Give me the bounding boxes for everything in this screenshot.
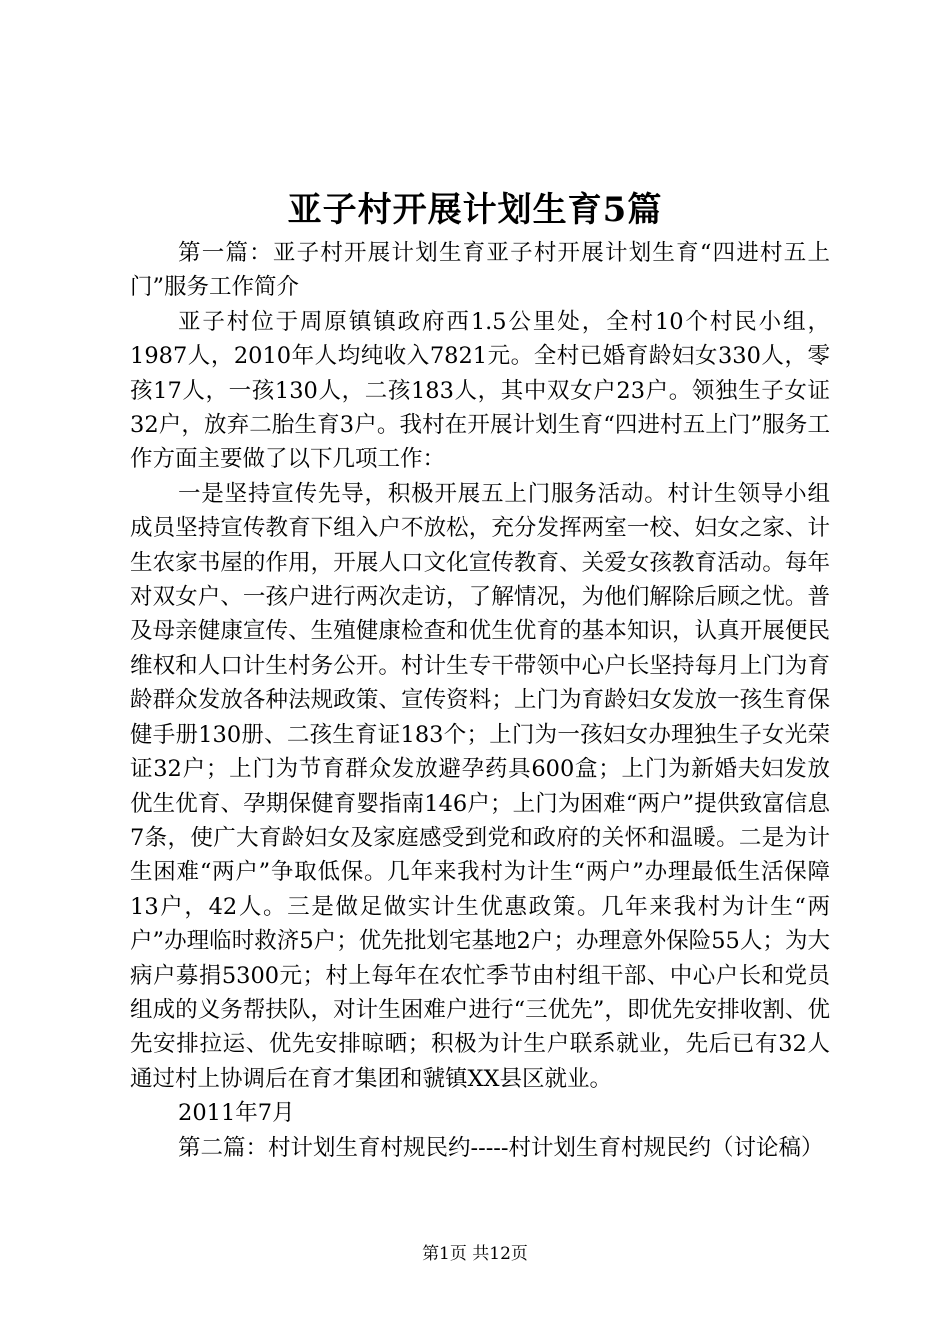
document-body [130,236,830,1165]
paragraph-main: 一是坚持宣传先导，积极开展五上门服务活动。村计生领导小组成员坚持宣传教育下组入户不放松，充分发挥两室一校、妇女之家、计生农家书屋的作用，开展人口文化宣传教育、关爱女孩教育活动。每年对双女户、一孩户进行两次走访，了解情况，为他们解除后顾之忧。普及母亲健康宣传、生殖健康检查和优生优育的基本知识，认真开展便民维权和人口计生村务公开。村计生专干带领中心户长坚持每月上门为育龄群众发放各种法规政策、宣传资料；上门为育龄妇女发放一孩生育保健手册130册、二孩生育证183个；上门为一孩妇女办理独生子女光荣证32户；上门为节育群众发放避孕药具600盒；上门为新婚夫妇发放优生优育、孕期保健育婴指南146户；上门为困难“两户”提供致富信息7条，使广大育龄妇女及家庭感受到党和政府的关怀和温暖。二是为计生困难“两户”争取低保。几年来我村为计生“两户”办理最低生活保障13户，42人。三是做足做实计生优惠政策。几年来我村为计生“两户”办理临时救济5户；优先批划宅基地2户；办理意外保险55人；为大病户募捐5300元；村上每年在农忙季节由村组干部、中心户长和党员组成的义务帮扶队，对计生困难户进行“三优先”，即优先安排收割、优先安排拉运、优先安排晾晒；积极为计生户联系就业，先后已有32人通过村上协调后在育才集团和虢镇XX县区就业。 [130,480,830,1092]
page-footer: 第1页 共12页 [422,1244,528,1264]
paragraph-first-heading: 第一篇：亚子村开展计划生育亚子村开展计划生育“四进村五上门”服务工作简介 [130,240,830,301]
document-title: 亚子村开展计划生育5篇 [287,190,663,230]
paragraph-second-heading: 第二篇：村计划生育村规民约-----村计划生育村规民约（讨论稿） [178,1134,824,1161]
paragraph-intro: 亚子村位于周原镇镇政府西1.5公里处，全村10个村民小组，1987人，2010年人均纯收入7821元。全村已婚育龄妇女330人，零孩17人，一孩130人，二孩183人，其中双女户23户。领独生子女证32户，放弃二胎生育3户。我村在开展计划生育“四进村五上门”服务工作方面主要做了以下几项工作： [130,308,830,473]
date-line: 2011年7月 [178,1100,295,1127]
